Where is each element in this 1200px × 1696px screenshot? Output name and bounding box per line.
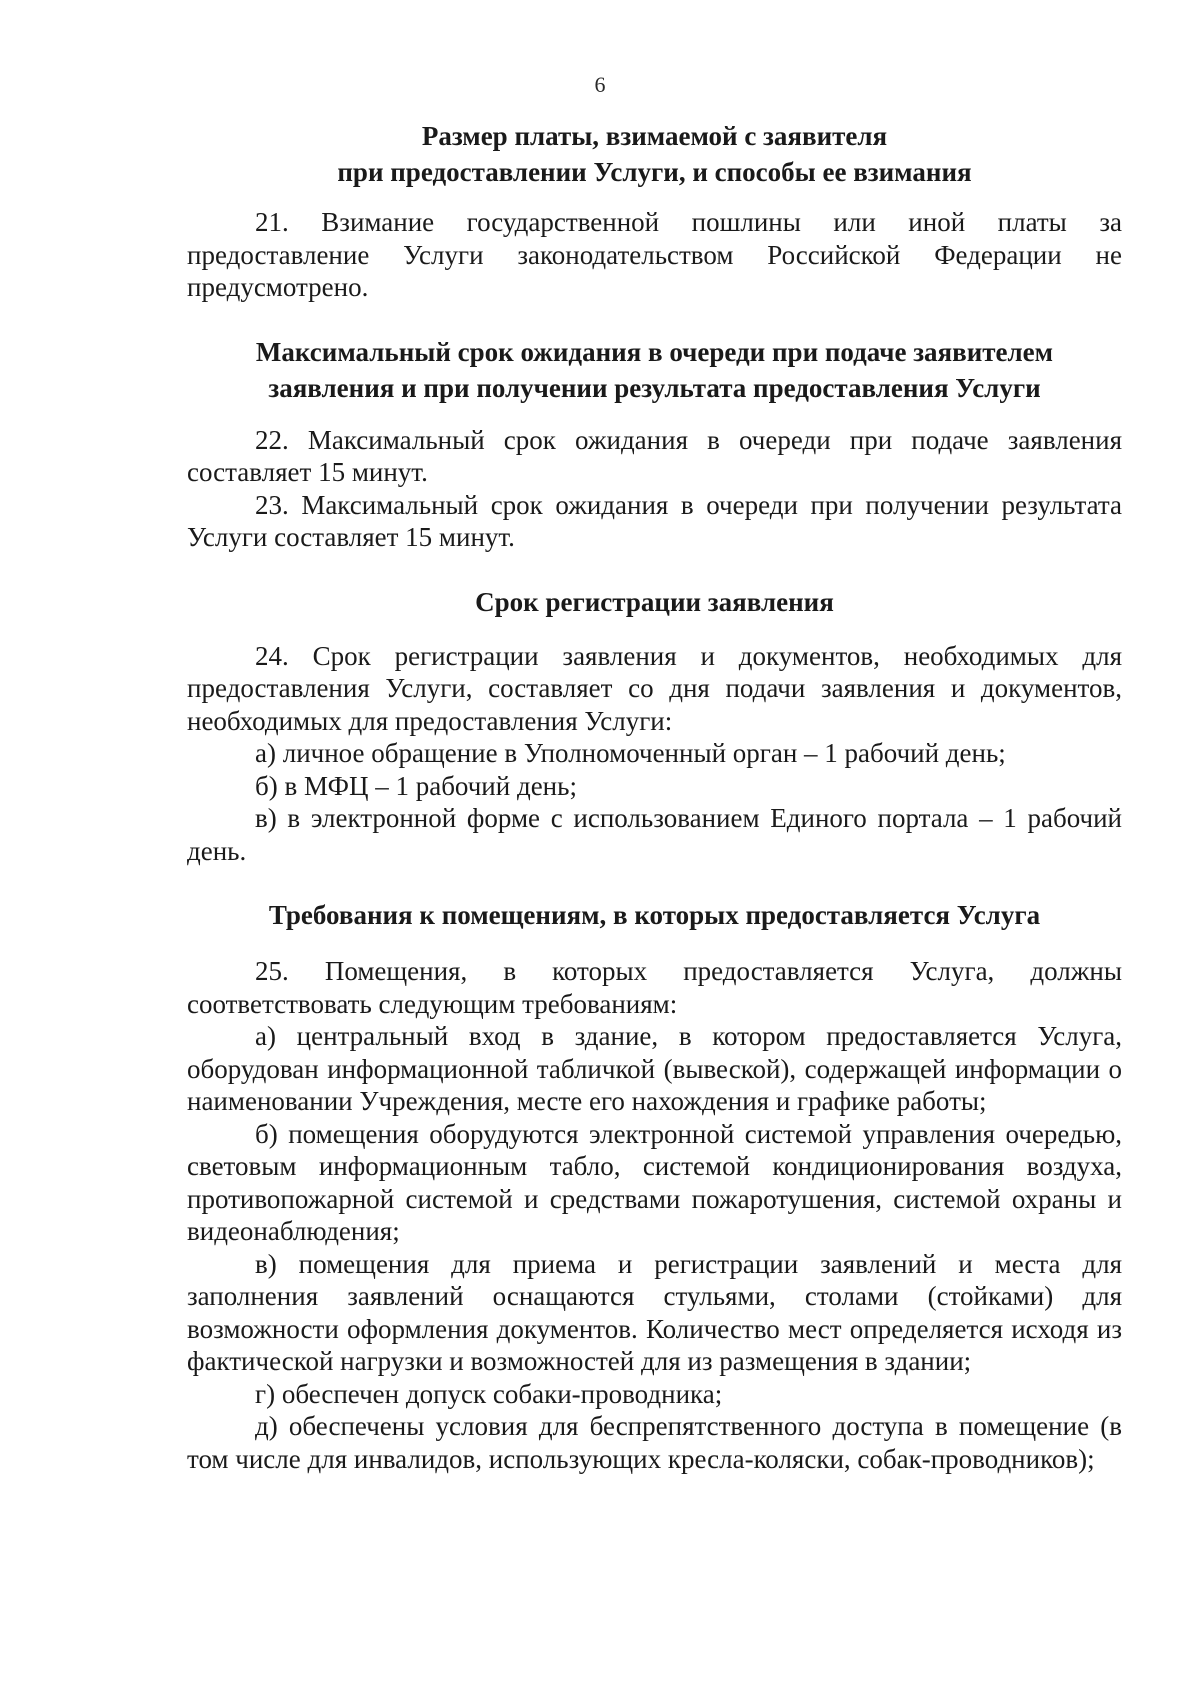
heading-line: Размер платы, взимаемой с заявителя bbox=[421, 121, 888, 151]
paragraph-24: 24. Срок регистрации заявления и документов, необходимых для предоставления Услуги, составляет со дня подачи заявления и документов, необходимых для предоставления Услуги: bbox=[187, 640, 1122, 736]
heading-line: Максимальный срок ожидания в очереди при подаче заявителем bbox=[255, 336, 1054, 367]
section-heading-registration bbox=[187, 584, 1122, 620]
page-number: 6 bbox=[594, 72, 606, 97]
heading-line: Срок регистрации заявления bbox=[475, 586, 834, 617]
document-body bbox=[187, 118, 1122, 1475]
list-item-24a: а) личное обращение в Уполномоченный орган – 1 рабочий день; bbox=[255, 738, 1006, 768]
paragraph-25: 25. Помещения, в которых предоставляется Услуга, должны соответствовать следующим требованиям: bbox=[187, 956, 1122, 1019]
list-item-25a: а) центральный вход в здание, в котором предоставляется Услуга, оборудован информационной табличкой (вывеской), содержащей информации о наименовании Учреждения, месте его нахождения и графике работы; bbox=[187, 1021, 1122, 1116]
paragraph-22: 22. Максимальный срок ожидания в очереди при подаче заявления составляет 15 минут. bbox=[187, 424, 1122, 487]
paragraph-21: 21. Взимание государственной пошлины или иной платы за предоставление Услуги законодательством Российской Федерации не предусмотрено. bbox=[187, 207, 1122, 302]
heading-line: заявления и при получении результата предоставления Услуги bbox=[268, 372, 1041, 403]
section-heading-fee bbox=[187, 118, 1122, 190]
list-item-25e: д) обеспечены условия для беспрепятственного доступа в помещение (в том числе для инвалидов, использующих кресла-коляски, собак-проводников); bbox=[187, 1411, 1122, 1474]
list-item-24c: в) в электронной форме с использованием Единого портала – 1 рабочий день. bbox=[187, 803, 1122, 866]
paragraph-23: 23. Максимальный срок ожидания в очереди при получении результата Услуги составляет 15 минут. bbox=[187, 489, 1122, 552]
list-item-25b: б) помещения оборудуются электронной системой управления очередью, световым информационным табло, системой кондиционирования воздуха, противопожарной системой и средствами пожаротушения, системой охраны и видеонаблюдения; bbox=[187, 1118, 1122, 1246]
section-heading-queue bbox=[187, 334, 1122, 406]
list-item-25d: г) обеспечен допуск собаки-проводника; bbox=[255, 1378, 723, 1409]
section-heading-premises bbox=[187, 897, 1122, 933]
list-item-24b: б) в МФЦ – 1 рабочий день; bbox=[255, 770, 577, 801]
heading-line: Требования к помещениям, в которых предоставляется Услуга bbox=[268, 900, 1041, 930]
list-item-25c: в) помещения для приема и регистрации заявлений и места для заполнения заявлений оснащаются стульями, столами (стойками) для возможности оформления документов. Количество мест определяется исходя из фактической нагрузки и возможностей для из размещения в здании; bbox=[187, 1248, 1122, 1376]
heading-line: при предоставлении Услуги, и способы ее взимания bbox=[337, 157, 972, 187]
